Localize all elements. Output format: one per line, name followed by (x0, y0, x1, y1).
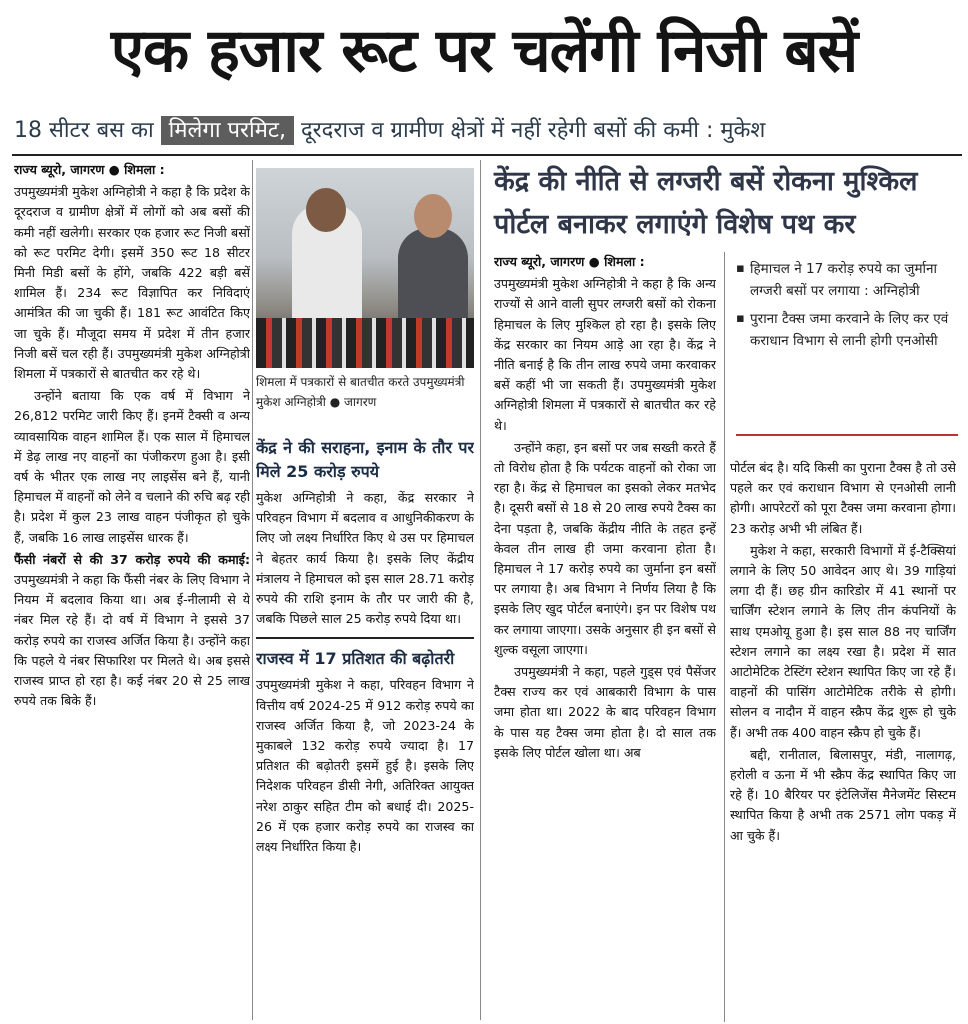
box1-heading: केंद्र ने की सराहना, इनाम के तौर पर मिले 25 करोड़ रुपये (256, 438, 474, 481)
col1-paragraph-2: उन्होंने बताया कि एक वर्ष में विभाग ने 26,812 परमिट जारी किए हैं। इनमें टैक्सी व अन्य व्यावसायिक वाहन शामिल हैं। एक साल में हिमाचल में डेढ़ लाख नए वाहनों का पंजीकरण हुआ है। इसी वर्ष के भीतर एक लाख नए लाइसेंस बने हैं, यानी हिमाचल में वाहनों को लेने व चलाने की रुचि बढ़ रही है। प्रदेश में कुल 23 लाख वाहन पंजीकृत हो चुके हैं, जबकि 16 लाख लाइसेंस धारक हैं। (14, 388, 250, 545)
highlight-item: ▪ पुराना टैक्स जमा करवाने के लिए कर एवं कराधान विभाग से लानी होगी एनओसी (736, 308, 958, 352)
column-4 (730, 458, 956, 1022)
subhead-highlight: मिलेगा परमिट, (161, 116, 294, 145)
headline: एक हजार रूट पर चलेंगी निजी बसें (110, 16, 858, 86)
box2-heading: राजस्व में 17 प्रतिशत की बढ़ोतरी (256, 649, 455, 669)
column-3 (494, 252, 716, 1022)
col3-dateline: राज्य ब्यूरो, जागरण ● शिमला : (494, 254, 645, 269)
col1-paragraph-1: उपमुख्यमंत्री मुकेश अग्निहोत्री ने कहा है कि प्रदेश के दूरदराज व ग्रामीण क्षेत्रों में लोगों को अब बसों की कमी नहीं खलेगी। सरकार एक हजार रूट निजी बसों को रूट परमिट देगी। इसमें 350 रूट 18 सीटर मिनी मिडी बसों के होंगे, जबकि 422 बड़ी बसें शामिल हैं। 234 रूट विज्ञापित कर निविदाएं आमंत्रित की जा चुकी हैं। 181 रूट आवंटित किए जा चुके हैं। मौजूदा समय में प्रदेश में तीन हजार निजी बसें चल रही हैं। उपमुख्यमंत्री मुकेश अग्निहोत्री शिमला में पत्रकारों से बातचीत कर रहे थे। (14, 184, 250, 382)
photo-caption: शिमला में पत्रकारों से बातचीत करते उपमुख्यमंत्री मुकेश अग्निहोत्री ● जागरण (256, 375, 465, 409)
col3-paragraph-1: उपमुख्यमंत्री मुकेश अग्निहोत्री ने कहा है कि अन्य राज्यों से आने वाली सुपर लग्जरी बसों को रोकना हिमाचल के लिए मुश्किल हो रहा है। इसके लिए केंद्र सरकार का नियम आड़े आ रहा है। केंद्र ने नीति बनाई है कि तीन लाख रुपये जमा करवाकर बसें कहीं भी जा सकती हैं। उपमुख्यमंत्री मुकेश अग्निहोत्री शिमला में पत्रकारों से बातचीत कर रहे थे। (494, 276, 716, 433)
second-story-title (494, 160, 962, 246)
second-story-title-line2: पोर्टल बनाकर लगाएंगे विशेष पथ कर (494, 209, 856, 240)
second-story-title-line1: केंद्र की नीति से लग्जरी बसें रोकना मुश्किल (494, 166, 918, 197)
col4-paragraph-2: मुकेश ने कहा, सरकारी विभागों में ई-टैक्सियां लगाने के लिए 50 आवेदन आए थे। 39 गाड़ियां लगा दी हैं। छह ग्रीन कारिडोर में 41 स्थानों पर चार्जिंग स्टेशन लगाने के लिए तीन कंपनियों के साथ एमओयू हुआ है। इस साल 88 नए चार्जिंग स्टेशन लगाने का लक्ष्य रखा है। प्रदेश में सात आटोमेटिक टेस्टिंग स्टेशन स्थापित किए जा रहे हैं। वाहनों की पासिंग आटोमेटिक तरीके से होगी। सोलन व नादौन में वाहन स्क्रैप केंद्र शुरू हो चुके हैं। अभी तक 400 वाहन स्क्रैप हो चुके हैं। (730, 542, 956, 740)
col1-paragraph-3: फैंसी नंबरों से की 37 करोड़ रुपये की कमाई: उपमुख्यमंत्री ने कहा कि फैंसी नंबर के लिए विभाग ने नियम में बदलाव किया था। अब ई-नीलामी से ये नंबर मिल रहे हैं। दो वर्ष में विभाग ने इससे 37 करोड़ रुपये का राजस्व अर्जित किया है। उन्होंने कहा कि पहले ये नंबर सिफारिश पर मिलते थे। अब इससे राजस्व प्राप्त हो रहा है। कई नंबर 20 से 25 लाख रुपये तक बिके हैं। (14, 551, 250, 709)
subhead-part2: दूरदराज व ग्रामीण क्षेत्रों में नहीं रहेगी बसों की कमी : मुकेश (300, 118, 766, 143)
subhead-part1: 18 सीटर बस का (14, 118, 154, 143)
highlight-item: ▪ हिमाचल ने 17 करोड़ रुपये का जुर्माना लग्जरी बसों पर लगाया : अग्निहोत्री (736, 258, 958, 302)
col4-paragraph-3: बद्दी, रानीताल, बिलासपुर, मंडी, नालागढ़, हरोली व ऊना में भी स्क्रैप केंद्र स्थापित किए जा रहे हैं। 10 बैरियर पर इंटेलिजेंस मैनेजमेंट सिस्टम स्थापित किया है अभी तक 2571 लोग पकड़ में आ चुके हैं। (730, 746, 956, 843)
headline-rule (12, 154, 962, 156)
box1-text: मुकेश अग्निहोत्री ने कहा, केंद्र सरकार ने परिवहन विभाग में बदलाव व आधुनिकीकरण के लिए जो लक्ष्य निर्धारित किए थे उस पर हिमाचल ने बेहतर कार्य किया है। इसके लिए केंद्रीय मंत्रालय ने हिमाचल को इस साल 28.71 करोड़ रुपये की राशि इनाम के तौर पर जारी की है, जबकि पिछले साल 25 करोड़ रुपये दिया था। (256, 490, 474, 627)
subhead (14, 110, 962, 152)
column-1 (14, 160, 250, 1020)
press-conference-photo (256, 168, 474, 368)
highlights-rule (736, 434, 958, 436)
column-2 (256, 430, 474, 1020)
col1-subhead: फैंसी नंबरों से की 37 करोड़ रुपये की कमाई: (14, 551, 250, 567)
column-divider (724, 252, 725, 1022)
column-divider (252, 160, 253, 1020)
col1-dateline: राज्य ब्यूरो, जागरण ● शिमला : (14, 162, 165, 177)
highlights-box (736, 258, 958, 436)
col4-paragraph-1: पोर्टल बंद है। यदि किसी का पुराना टैक्स है तो उसे पहले कर एवं कराधान विभाग से एनओसी लानी होगी। आपरेटरों को पूरा टैक्स जमा करवाना होगा। 23 करोड़ अभी भी लंबित हैं। (730, 460, 956, 536)
col3-paragraph-2: उन्होंने कहा, इन बसों पर जब सख्ती करते हैं तो विरोध होता है कि पर्यटक वाहनों को रोका जा रहा है। केंद्र से हिमाचल का इसको लेकर मतभेद है। दूसरी बसों से 18 से 20 लाख रुपये टैक्स का देना पड़ता है, जबकि केंद्रीय नीति के तहत इन्हें केवल तीन लाख ही जमा करवाना होता है। हिमाचल ने 17 करोड़ रुपये का जुर्माना इन बसों पर लगाया है। अब विभाग ने निर्णय लिया है कि इसके लिए खुद पोर्टल बनाएंगे। इन पर विशेष पथ कर लगाया जाएगा। उसके अनुसार ही इन बसों से शुल्क वसूला जाएगा। (494, 439, 716, 657)
col3-paragraph-3: उपमुख्यमंत्री ने कहा, पहले गुड्स एवं पैसेंजर टैक्स राज्य कर एवं आबकारी विभाग के पास जमा होता था। 2022 के बाद परिवहन विभाग के पास यह टैक्स जमा होता है। दो साल तक इसके लिए पोर्टल खोला था। अब (494, 664, 716, 760)
column-divider (480, 160, 481, 1020)
box2-text: उपमुख्यमंत्री मुकेश ने कहा, परिवहन विभाग ने वित्तीय वर्ष 2024-25 में 912 करोड़ रुपये का राजस्व अर्जित किया है, जो 2023-24 के मुकाबले 132 करोड़ रुपये ज्यादा है। 17 प्रतिशत की बढ़ोतरी इसमें हुई है। इसके लिए निदेशक परिवहन डीसी नेगी, अतिरिक्त आयुक्त नरेश ठाकुर सहित टीम को बधाई दी। 2025-26 में एक हजार करोड़ रुपये का राजस्व का लक्ष्य निर्धारित किया है। (256, 677, 474, 855)
